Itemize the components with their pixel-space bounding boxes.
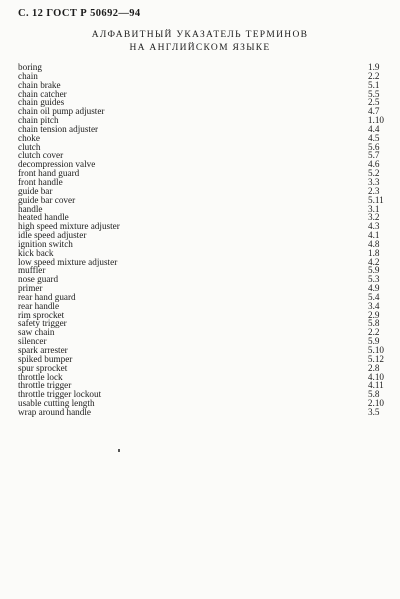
index-term: primer [18, 283, 43, 294]
index-code: 2.10 [367, 398, 384, 409]
index-term: safety trigger [18, 318, 67, 329]
index-term: wrap around handle [18, 406, 91, 417]
index-code: 2.2 [368, 327, 380, 338]
index-row [18, 81, 384, 90]
index-term: heated handle [18, 212, 69, 223]
index-code: 3.4 [368, 300, 380, 311]
index-code: 4.8 [368, 238, 380, 249]
index-term: chain brake [18, 79, 61, 90]
index-row [18, 134, 384, 143]
index-term: handle [18, 203, 43, 214]
index-term: choke [18, 132, 40, 143]
index-term: rear handle [18, 300, 60, 311]
index-term: nose guard [18, 274, 59, 285]
index-code: 2.2 [368, 70, 380, 81]
index-term: spark arrester [18, 345, 68, 355]
index-code: 5.4 [368, 291, 380, 302]
index-term: throttle trigger [18, 380, 72, 391]
index-code: 3.5 [368, 406, 380, 417]
index-row [18, 90, 384, 99]
index-row [18, 311, 384, 320]
index-code: 4.7 [368, 106, 380, 117]
index-row [18, 364, 384, 373]
index-title-line-2: НА АНГЛИЙСКОМ ЯЗЫКЕ [129, 43, 271, 53]
index-term: muffler [18, 265, 46, 276]
index-term: rear hand guard [18, 291, 76, 302]
index-term: throttle trigger lockout [18, 389, 102, 400]
index-code: 4.9 [368, 283, 380, 294]
index-row [18, 293, 384, 302]
index-code: 5.9 [368, 336, 380, 347]
index-row [18, 125, 384, 134]
index-term: chain guides [18, 97, 65, 108]
index-term: front hand guard [18, 168, 80, 179]
index-term: rim sprocket [18, 309, 65, 320]
index-code: 5.10 [367, 345, 384, 355]
index-row [18, 196, 384, 205]
index-term: throttle lock [18, 371, 63, 382]
term-index-list [18, 63, 384, 417]
index-code: 4.2 [368, 256, 380, 267]
index-row [18, 275, 384, 284]
index-row [18, 355, 384, 364]
index-term: front handle [18, 176, 63, 187]
index-code: 4.3 [368, 221, 380, 232]
index-code: 2.5 [368, 97, 380, 108]
scan-mark [118, 449, 120, 452]
index-term: idle speed adjuster [18, 230, 87, 241]
index-term: decompression valve [18, 159, 96, 170]
index-row [18, 328, 384, 337]
index-row [18, 408, 384, 417]
index-code: 4.6 [368, 159, 380, 170]
index-code: 3.2 [368, 212, 380, 223]
index-code: 4.1 [368, 230, 380, 241]
index-row [18, 346, 384, 355]
index-term: silencer [18, 336, 47, 347]
index-code: 4.5 [368, 132, 380, 143]
index-code: 5.3 [368, 274, 380, 285]
index-row [18, 240, 384, 249]
index-code: 4.4 [368, 123, 380, 134]
index-term: ignition switch [18, 238, 73, 249]
index-term: clutch cover [18, 150, 64, 161]
index-term: chain pitch [18, 115, 59, 126]
index-term: chain tension adjuster [18, 123, 99, 134]
index-code: 1.8 [368, 247, 380, 258]
index-code: 5.6 [368, 141, 380, 152]
index-code: 5.2 [368, 168, 380, 179]
index-term: chain oil pump adjuster [18, 106, 105, 117]
index-row [18, 143, 384, 152]
index-code: 5.8 [368, 389, 380, 400]
index-term: clutch [18, 141, 41, 152]
index-term: spur sprocket [18, 362, 68, 373]
index-code: 5.11 [368, 194, 384, 205]
index-code: 5.8 [368, 318, 380, 329]
index-row [18, 107, 384, 116]
index-code: 4.10 [367, 371, 384, 382]
index-code: 5.12 [367, 353, 384, 364]
index-code: 3.3 [368, 176, 380, 187]
index-row [18, 337, 384, 346]
index-code: 1.9 [368, 62, 380, 72]
index-term: usable cutting length [18, 398, 95, 409]
index-term: low speed mixture adjuster [18, 256, 118, 267]
index-code: 2.3 [368, 185, 380, 196]
index-term: chain catcher [18, 88, 67, 99]
index-code: 4.11 [368, 380, 384, 391]
index-term: kick back [18, 247, 54, 258]
index-row [18, 72, 384, 81]
index-term: guide bar [18, 185, 53, 196]
index-row [18, 178, 384, 187]
index-term: high speed mixture adjuster [18, 221, 120, 232]
index-row [18, 319, 384, 328]
index-term: saw chain [18, 327, 55, 338]
index-code: 2.9 [368, 309, 380, 320]
index-code: 3.1 [368, 203, 380, 214]
index-code: 5.5 [368, 88, 380, 99]
index-row [18, 169, 384, 178]
index-term: boring [18, 62, 42, 72]
index-row [18, 373, 384, 382]
index-row [18, 63, 384, 72]
index-row [18, 266, 384, 275]
index-code: 5.9 [368, 265, 380, 276]
index-row [18, 205, 384, 214]
index-row [18, 302, 384, 311]
index-code: 2.8 [368, 362, 380, 373]
index-term: spiked bumper [18, 353, 73, 364]
index-code: 1.10 [367, 115, 384, 126]
index-title-line-1: АЛФАВИТНЫЙ УКАЗАТЕЛЬ ТЕРМИНОВ [91, 30, 309, 40]
index-row [18, 258, 384, 267]
index-term: chain [18, 70, 38, 81]
index-code: 5.1 [368, 79, 380, 90]
index-code: 5.7 [368, 150, 380, 161]
page-header: С. 12 ГОСТ Р 50692—94 [18, 8, 141, 19]
index-term: guide bar cover [18, 194, 76, 205]
